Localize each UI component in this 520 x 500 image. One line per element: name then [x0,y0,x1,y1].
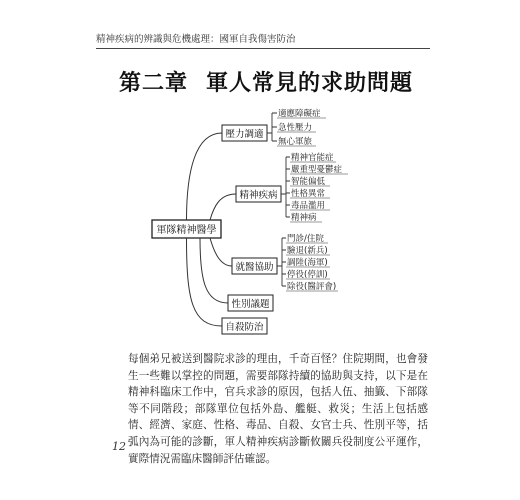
leaf-mental-3: 智能偏低 [291,177,326,187]
branch-label-mental: 精神疾病 [239,190,278,201]
connector-root-gender [200,238,228,303]
leaf-medical-2: 驗退(新兵) [287,246,328,256]
branch-label-stress: 壓力調適 [225,129,264,140]
bracket-medical [277,238,286,286]
page-number: 12 [112,440,126,453]
connector-root-medical [210,238,232,266]
leaf-medical-5: 除役(醫評會) [287,282,337,292]
connector-root-stress [187,133,223,220]
branch-label-gender: 性別議題 [231,299,270,310]
leaf-mental-1: 精神官能症 [291,153,334,163]
leaf-stress-1: 適應障礙症 [278,109,321,119]
leaf-stress-3: 無心軍旅 [278,137,313,147]
branch-label-medical: 就醫協助 [235,262,274,273]
leaf-medical-4: 停役(停訓) [287,270,328,280]
branch-label-suicide: 自殺防治 [225,322,264,333]
connector-root-mental [210,194,236,220]
leaf-mental-5: 毒品濫用 [291,201,326,211]
running-header: 精神疾病的辨識與危機處理：國軍自我傷害防治 [96,34,296,45]
leaf-medical-3: 調陸(海軍) [287,258,328,268]
chapter-name: 軍人常見的求助問題 [206,70,414,96]
bracket-stress [267,113,277,141]
leaf-medical-1: 門診/住院 [287,234,324,244]
leaf-mental-4: 性格異常 [291,189,326,199]
root-label: 軍隊精神醫學 [156,225,217,236]
leaf-stress-2: 急性壓力 [278,123,313,133]
chapter-number: 第二章 [119,70,189,96]
leaf-mental-6: 精神病 [291,213,317,223]
bracket-mental [281,157,290,217]
leaf-mental-2: 嚴重型憂鬱症 [291,165,343,175]
body-paragraph: 每個弟兄被送到醫院求診的理由，千奇百怪？住院期間，也會發生一些難以掌控的問題，需要部隊持續的協助與支持，以下是在精神科臨床工作中，官兵求診的原因，包括人伍、抽籤、下部隊等不同階段；部隊單位包括外島、艦艇、救災；生活上包括感情、經濟、家庭、性格、毒品、自殺、女官士兵、性別平等，括弧內為可能的診斷，軍人精神疾病診斷攸關兵役制度公平運作，實際情況需臨床醫師評估確認。 [128,353,428,465]
